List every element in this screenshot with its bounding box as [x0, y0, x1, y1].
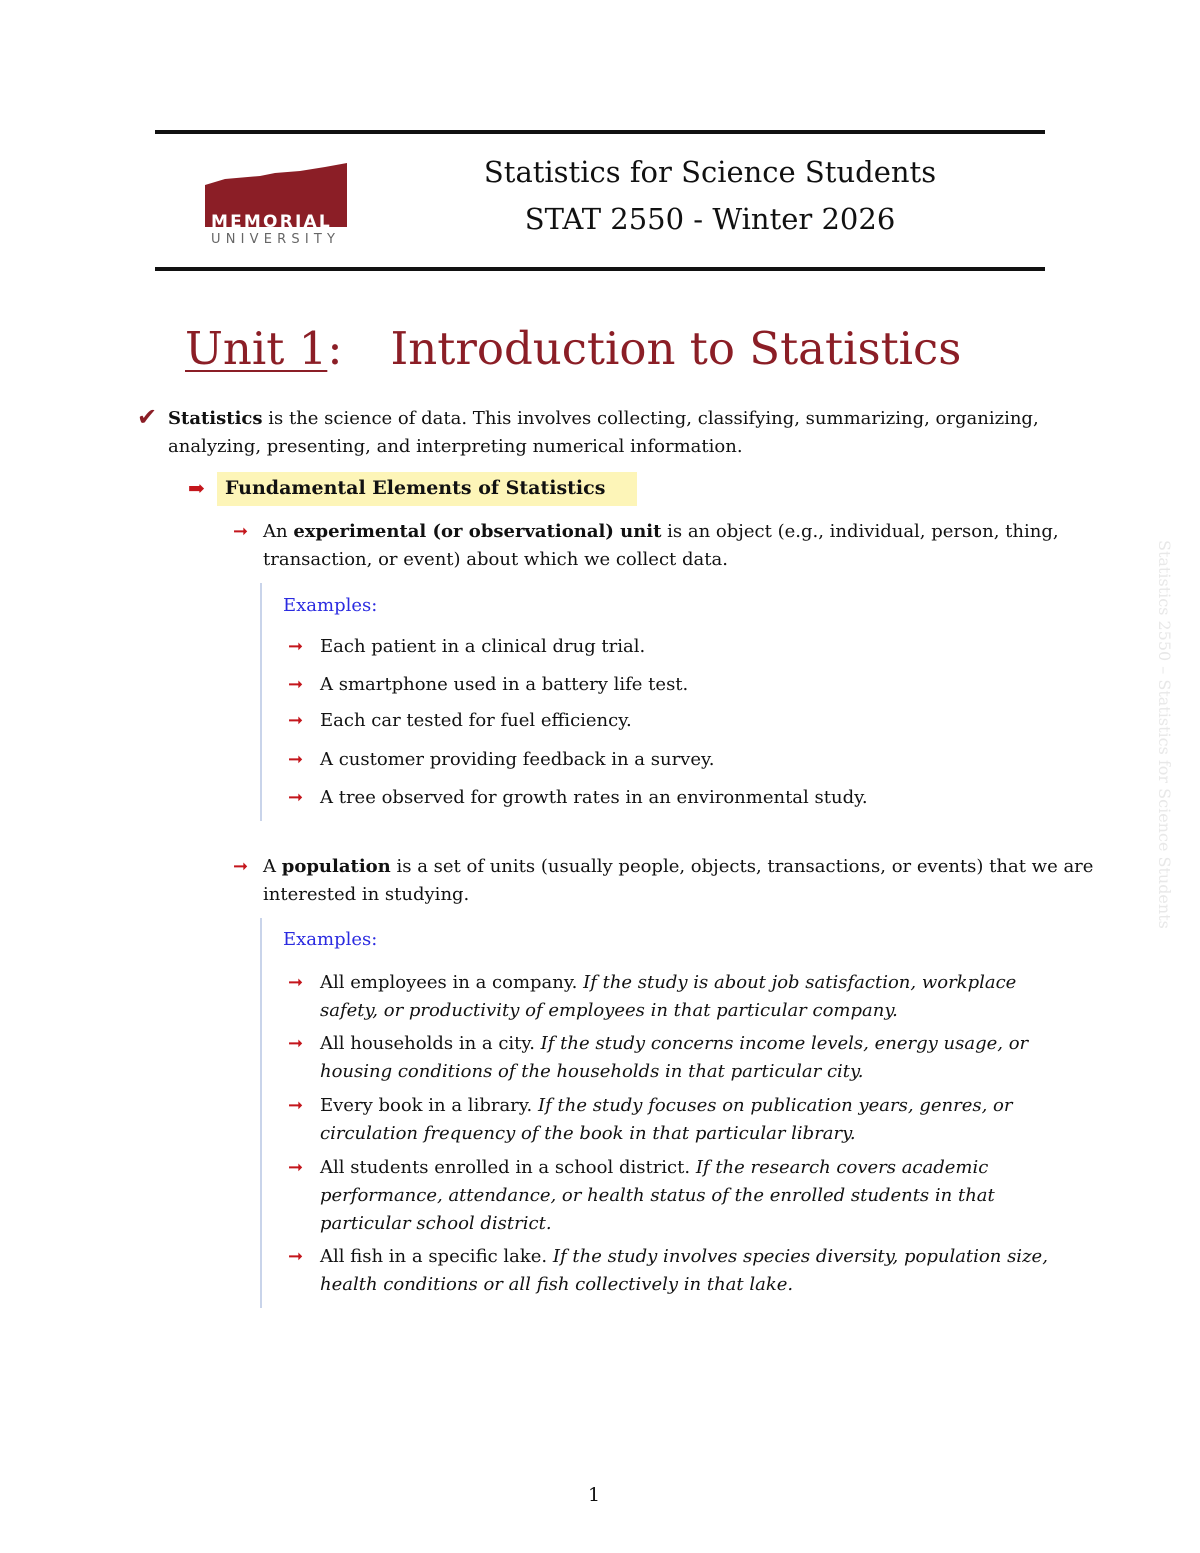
intro-paragraph: [168, 405, 1098, 461]
arrow-icon: ➞: [288, 749, 304, 770]
university-logo: [205, 163, 350, 249]
item-note: If the research covers academic performance, attendance, or health status of the enrolled students in that particular school district.: [320, 1157, 995, 1234]
examples-bar: [260, 583, 262, 821]
arrow-icon: ➞: [233, 521, 249, 542]
examples-bar: [260, 918, 262, 1308]
population-def-pre: A: [263, 856, 282, 877]
arrow-icon: ➞: [288, 972, 304, 993]
intro-text: is the science of data. This involves collecting, classifying, summarizing, organizing, analyzing, presenting, and interpreting numerical information.: [168, 408, 1039, 457]
item-text: All households in a city.: [320, 1033, 535, 1054]
bold-arrow-icon: ➡: [188, 476, 205, 500]
list-item: A smartphone used in a battery life test.: [320, 674, 689, 695]
item-text: All fish in a specific lake.: [320, 1246, 548, 1267]
margin-watermark-text: Statistics 2550 – Statistics for Science Students: [1155, 540, 1174, 929]
list-item: A tree observed for growth rates in an environmental study.: [320, 787, 868, 808]
population-definition: [263, 853, 1098, 909]
list-item: [320, 1243, 1075, 1299]
list-item: Each patient in a clinical drug trial.: [320, 636, 646, 657]
section-title: Fundamental Elements of Statistics: [225, 477, 606, 499]
unit-def-term: experimental (or observational) unit: [293, 521, 662, 542]
logo-subtitle: UNIVERSITY: [211, 232, 341, 247]
population-def-post: is a set of units (usually people, objects, transactions, or events) that we are interested in studying.: [263, 856, 1094, 905]
examples-label: Examples:: [283, 929, 378, 950]
arrow-icon: ➞: [288, 674, 304, 695]
item-note: If the study involves species diversity, population size, health conditions or all fish collectively in that lake.: [320, 1246, 1048, 1295]
unit-colon: :: [327, 322, 343, 375]
list-item: [320, 1030, 1075, 1086]
checkmark-icon: ✔: [137, 403, 158, 431]
arrow-icon: ➞: [288, 1095, 304, 1116]
arrow-icon: ➞: [288, 1157, 304, 1178]
item-note: If the study concerns income levels, energy usage, or housing conditions of the households in that particular city.: [320, 1033, 1029, 1082]
logo-wordmark: MEMORIAL: [211, 212, 332, 232]
arrow-icon: ➞: [288, 1246, 304, 1267]
list-item: [320, 1092, 1075, 1148]
arrow-icon: ➞: [233, 856, 249, 877]
header-rule-bottom: [155, 267, 1045, 271]
arrow-icon: ➞: [288, 1033, 304, 1054]
list-item: Each car tested for fuel efficiency.: [320, 710, 632, 731]
arrow-icon: ➞: [288, 787, 304, 808]
item-text: All employees in a company.: [320, 972, 578, 993]
unit-label: Unit 1: [185, 322, 328, 375]
unit-definition: [263, 518, 1098, 574]
arrow-icon: ➞: [288, 710, 304, 731]
course-term: STAT 2550 - Winter 2026: [524, 202, 896, 236]
course-title: Statistics for Science Students: [483, 155, 937, 189]
item-note: If the study is about job satisfaction, workplace safety, or productivity of employees in that particular company.: [320, 972, 1017, 1021]
list-item: [320, 969, 1075, 1025]
item-text: All students enrolled in a school district.: [320, 1157, 691, 1178]
list-item: [320, 1154, 1075, 1238]
unit-def-post: is an object (e.g., individual, person, thing, transaction, or event) about which we collect data.: [263, 521, 1059, 570]
intro-term: Statistics: [168, 408, 263, 429]
examples-label: Examples:: [283, 595, 378, 616]
item-text: Every book in a library.: [320, 1095, 533, 1116]
unit-heading: [185, 322, 961, 375]
item-note: If the study focuses on publication years, genres, or circulation frequency of the book in that particular library.: [320, 1095, 1013, 1144]
unit-title: Introduction to Statistics: [390, 322, 962, 375]
arrow-icon: ➞: [288, 636, 304, 657]
population-def-term: population: [281, 856, 391, 877]
page-number: 1: [588, 1484, 601, 1506]
unit-def-pre: An: [263, 521, 294, 542]
list-item: A customer providing feedback in a survey.: [320, 749, 715, 770]
header-rule-top: [155, 130, 1045, 134]
